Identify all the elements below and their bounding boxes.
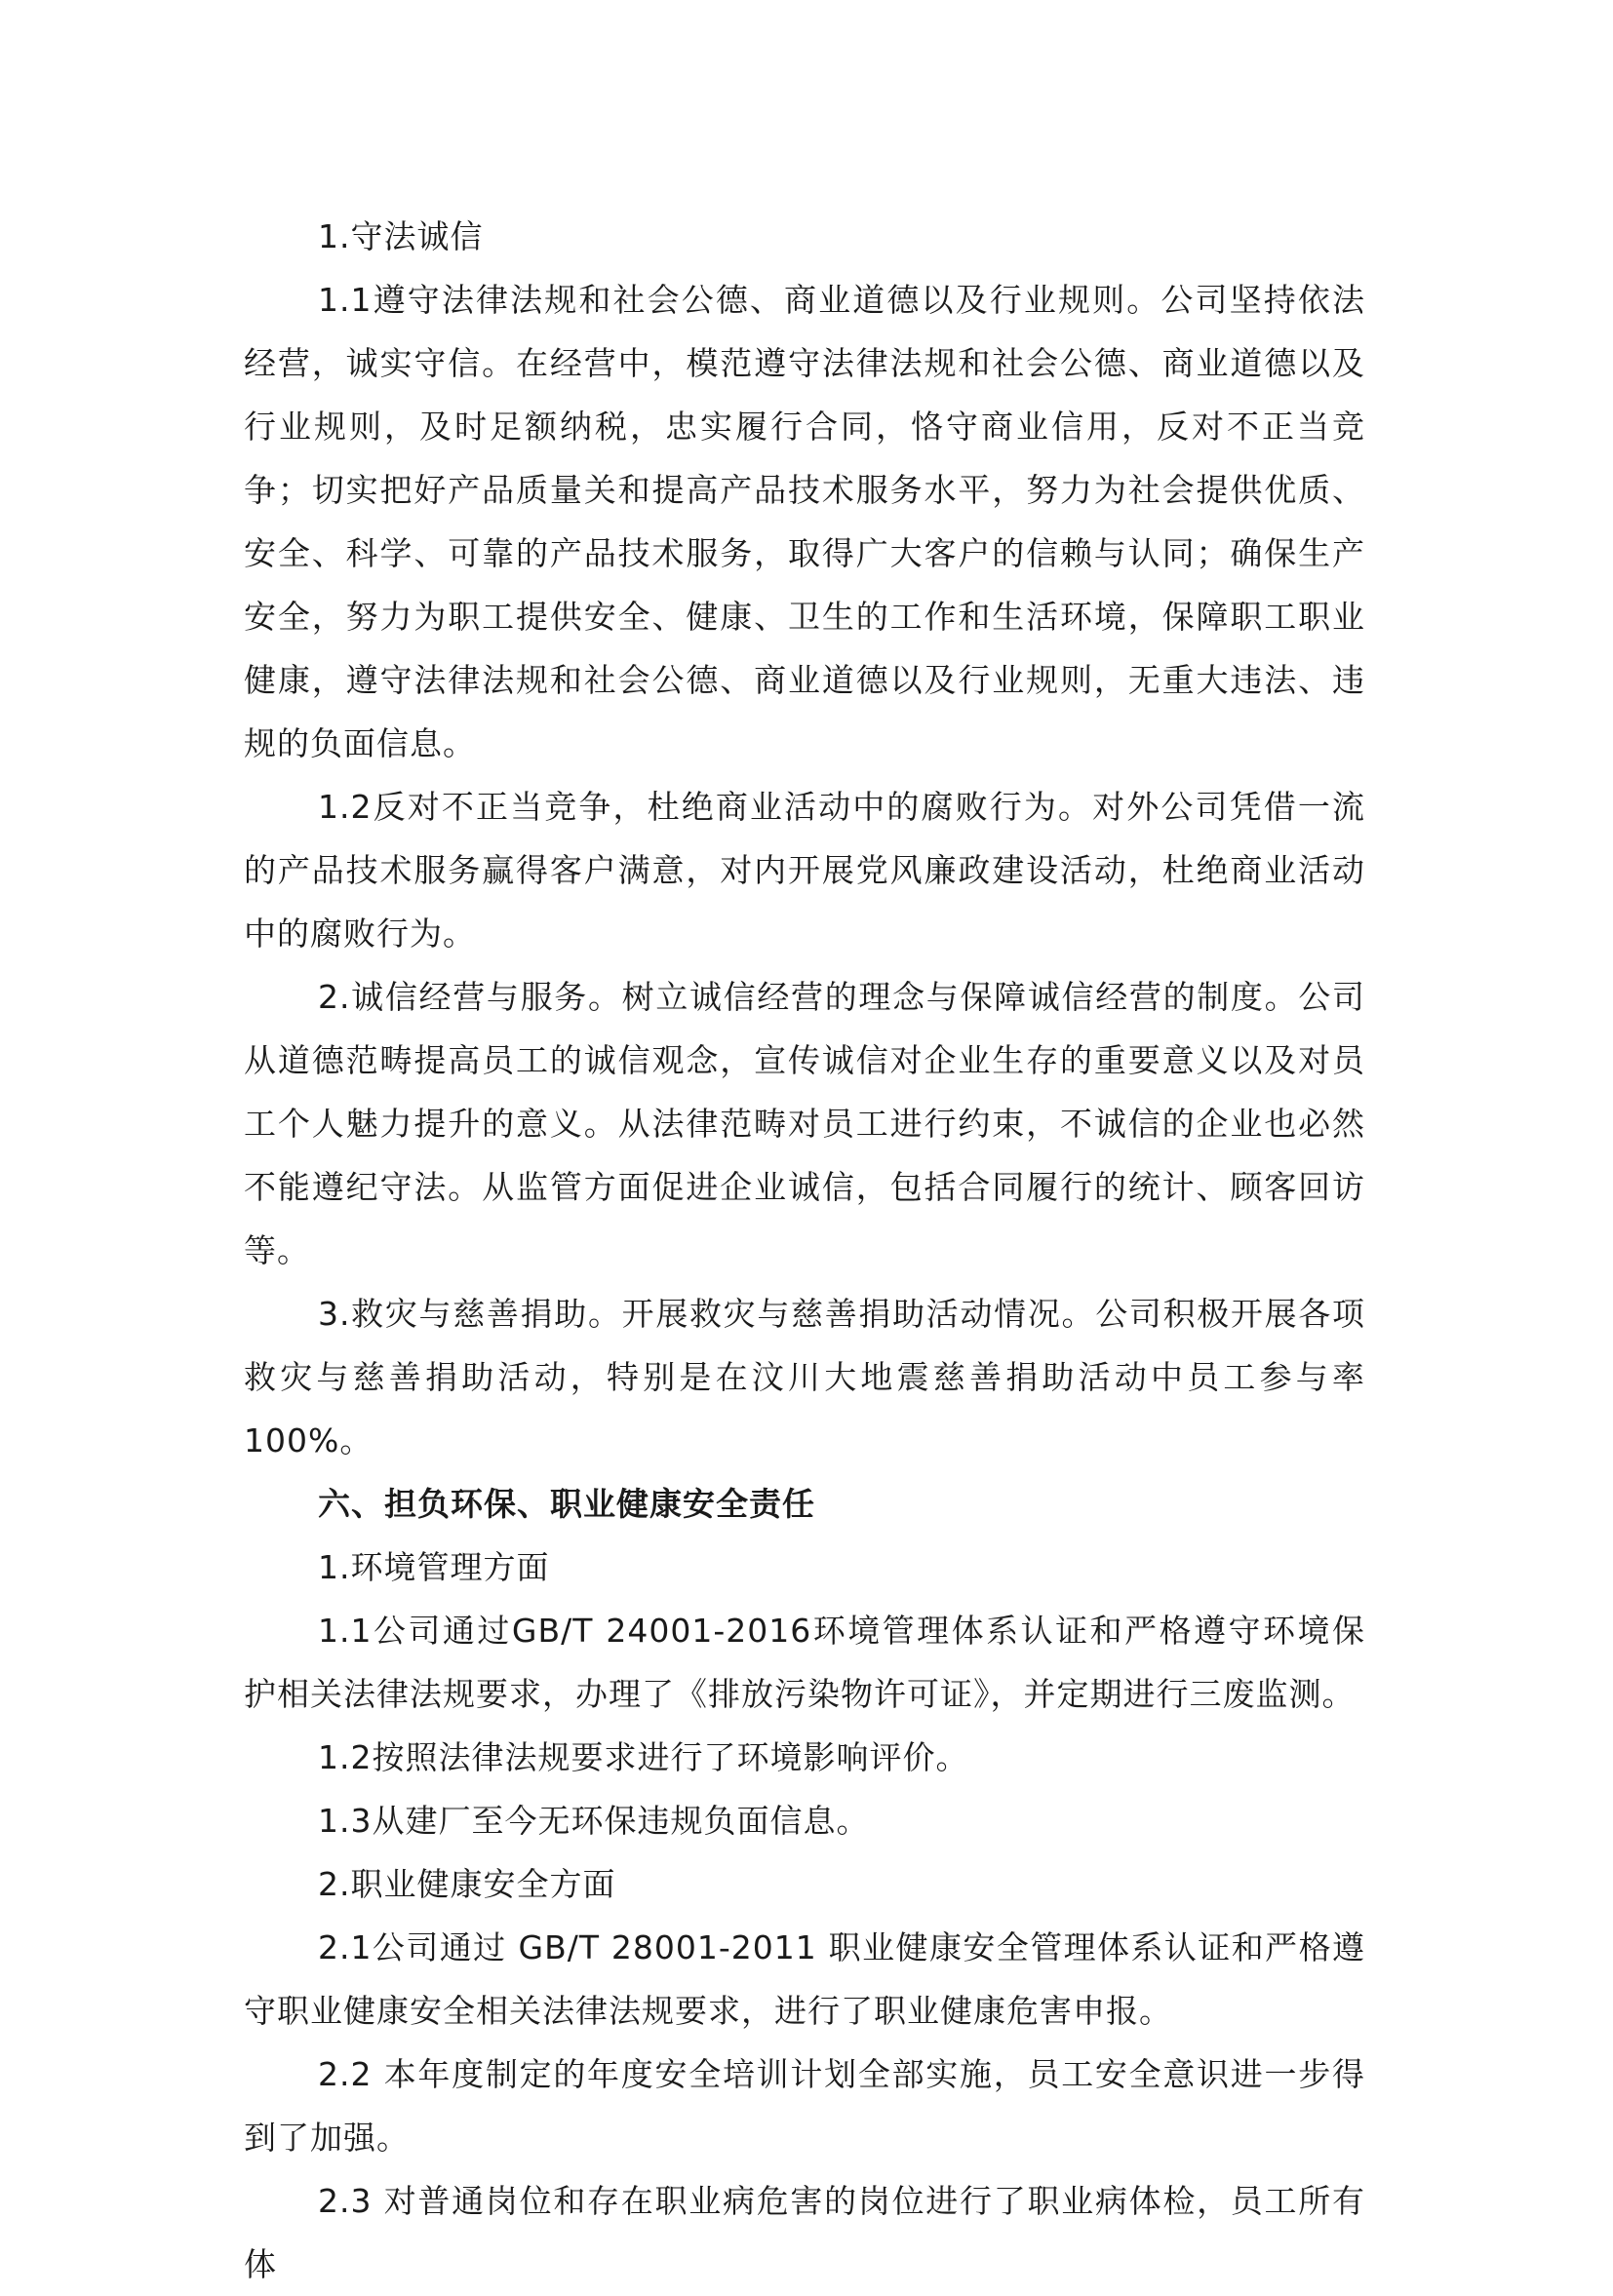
paragraph-env-1-1: 1.1公司通过GB/T 24001-2016环境管理体系认证和严格遵守环境保护相关法律法规要求，办理了《排放污染物许可证》，并定期进行三废监测。	[244, 1612, 1365, 1713]
paragraph-safety-2-3: 2.3 对普通岗位和存在职业病危害的岗位进行了职业病体检，员工所有体	[244, 2182, 1365, 2283]
paragraph-env-1-3: 1.3从建厂至今无环保违规负面信息。	[318, 1802, 870, 1840]
section-heading-law-integrity: 1.守法诚信	[318, 217, 484, 255]
section-heading-environment: 1.环境管理方面	[318, 1548, 550, 1586]
paragraph-1-2: 1.2反对不正当竞争，杜绝商业活动中的腐败行为。对外公司凭借一流的产品技术服务赢得客户满意，对内开展党风廉政建设活动，杜绝商业活动中的腐败行为。	[244, 788, 1365, 953]
chapter-heading-six: 六、担负环保、职业健康安全责任	[318, 1485, 815, 1523]
paragraph-safety-2-1: 2.1公司通过 GB/T 28001-2011 职业健康安全管理体系认证和严格遵守职业健康安全相关法律法规要求，进行了职业健康危害申报。	[244, 1928, 1365, 2030]
paragraph-safety-2-2: 2.2 本年度制定的年度安全培训计划全部实施，员工安全意识进一步得到了加强。	[244, 2055, 1365, 2157]
paragraph-env-1-2: 1.2按照法律法规要求进行了环境影响评价。	[318, 1738, 969, 1776]
paragraph-3: 3.救灾与慈善捐助。开展救灾与慈善捐助活动情况。公司积极开展各项救灾与慈善捐助活动，特别是在汶川大地震慈善捐助活动中员工参与率100%。	[244, 1295, 1365, 1459]
document-body	[244, 205, 1365, 2296]
paragraph-2: 2.诚信经营与服务。树立诚信经营的理念与保障诚信经营的制度。公司从道德范畴提高员工的诚信观念，宣传诚信对企业生存的重要意义以及对员工个人魅力提升的意义。从法律范畴对员工进行约束，不诚信的企业也必然不能遵纪守法。从监管方面促进企业诚信，包括合同履行的统计、顾客回访等。	[244, 978, 1365, 1269]
paragraph-1-1: 1.1遵守法律法规和社会公德、商业道德以及行业规则。公司坚持依法经营，诚实守信。在经营中，模范遵守法律法规和社会公德、商业道德以及行业规则，及时足额纳税，忠实履行合同，恪守商业信用，反对不正当竞争；切实把好产品质量关和提高产品技术服务水平，努力为社会提供优质、安全、科学、可靠的产品技术服务，取得广大客户的信赖与认同；确保生产安全，努力为职工提供安全、健康、卫生的工作和生活环境，保障职工职业健康，遵守法律法规和社会公德、商业道德以及行业规则，无重大违法、违规的负面信息。	[244, 281, 1365, 762]
section-heading-occupational-safety: 2.职业健康安全方面	[318, 1865, 616, 1903]
